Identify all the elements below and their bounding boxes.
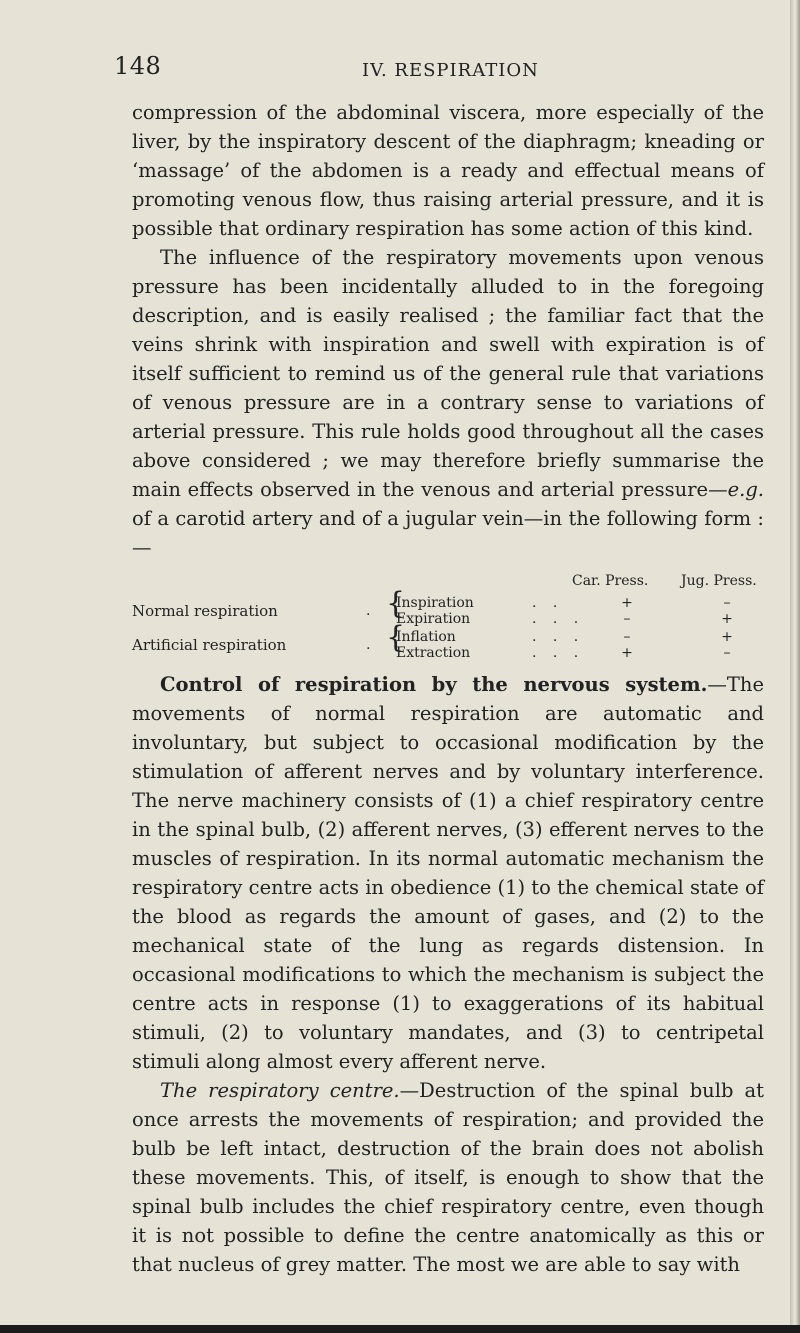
- jugular-sign: –: [723, 645, 731, 661]
- paragraph-2-text: The influence of the respiratory movements upon venous pressure has been incidentally alluded to in the foregoing description, and is easily realised ; the familiar fact that the veins shrink with inspiration and swell with expiration is of itself sufficient to remind us of the general rule that variations of venous pressure are in a contrary sense to variations of arterial pressure. This rule holds good throughout all the cases above considered ; we may therefore briefly summarise the main effects observed in the venous and arterial pressure—: [132, 246, 764, 501]
- carotid-sign: –: [623, 629, 631, 645]
- group-label-artificial: Artificial respiration: [132, 636, 287, 654]
- subsection-heading-centre: The respiratory centre.: [160, 1079, 400, 1102]
- leader-dots: .: [366, 637, 371, 653]
- group-label-normal: Normal respiration: [132, 602, 278, 620]
- brace-icon: {: [386, 586, 406, 621]
- jugular-sign: +: [721, 629, 733, 645]
- carotid-sign: +: [621, 595, 633, 611]
- paragraph-3-text: —The movements of normal respiration are automatic and involuntary, but subject to occasional modification by the stimulation of afferent nerves and by voluntary interference. The nerve machinery consists of (1) a chief respiratory centre in the spinal bulb, (2) afferent nerves, (3) efferent nerves to the muscles of respiration. In its normal automatic mechanism the respiratory centre acts in obedience (1) to the chemical state of the blood as regards the amount of gases, and (2) to the mechanical state of the lung as regards distension. In occasional modifications to which the mechanism is subject the centre acts in response (1) to exaggerations of its habitual stimuli, (2) to voluntary mandates, and (3) to centripetal stimuli along almost every afferent nerve.: [132, 673, 764, 1073]
- page-edge: [790, 0, 800, 1333]
- eg-abbreviation: e.g.: [727, 478, 764, 501]
- leader-dots: . .: [532, 595, 564, 611]
- paragraph-2: [132, 243, 764, 562]
- phase-expiration: Expiration: [396, 611, 471, 627]
- running-head: IV. RESPIRATION: [362, 60, 539, 81]
- paragraph-4-text: —Destruction of the spinal bulb at once arrests the movements of respiration; and provided the bulb be left intact, destruction of the brain does not abolish these movements. This, of itself, is enough to show that the spinal bulb includes the chief respiratory centre, even though it is not possible to define the centre anatomically as this or that nucleus of grey matter. The most we are able to say with: [132, 1079, 764, 1276]
- leader-dots: . . .: [532, 611, 585, 627]
- column-header-carotid: Car. Press.: [572, 573, 649, 589]
- column-header-jugular: Jug. Press.: [681, 573, 757, 589]
- scan-border: [0, 1325, 800, 1333]
- leader-dots: .: [366, 603, 371, 619]
- phase-extraction: Extraction: [396, 645, 471, 661]
- paragraph-3: [132, 670, 764, 1076]
- carotid-sign: –: [623, 611, 631, 627]
- jugular-sign: –: [723, 595, 731, 611]
- paragraph-4: [132, 1076, 764, 1279]
- phase-inspiration: Inspiration: [396, 595, 474, 611]
- page-header: [0, 52, 790, 92]
- table-row: [132, 610, 764, 628]
- pressure-table: [132, 568, 764, 661]
- paragraph-2-tail: of a carotid artery and of a jugular vein—in the following form :—: [132, 507, 764, 559]
- table-row: [132, 644, 764, 662]
- page-body: [132, 98, 764, 1279]
- paragraph-1: compression of the abdominal viscera, more especially of the liver, by the inspiratory descent of the diaphragm; kneading or ‘massage’ of the abdomen is a ready and effectual means of promoting venous flow, thus raising arterial pressure, and it is possible that ordinary respiration has some action of this kind.: [132, 101, 764, 240]
- jugular-sign: +: [721, 611, 733, 627]
- page-number: 148: [114, 52, 162, 80]
- leader-dots: . . .: [532, 645, 585, 661]
- leader-dots: . . .: [532, 629, 585, 645]
- brace-icon: {: [386, 620, 406, 655]
- carotid-sign: +: [621, 645, 633, 661]
- phase-inflation: Inflation: [396, 629, 456, 645]
- section-heading-control: Control of respiration by the nervous system.: [160, 673, 708, 696]
